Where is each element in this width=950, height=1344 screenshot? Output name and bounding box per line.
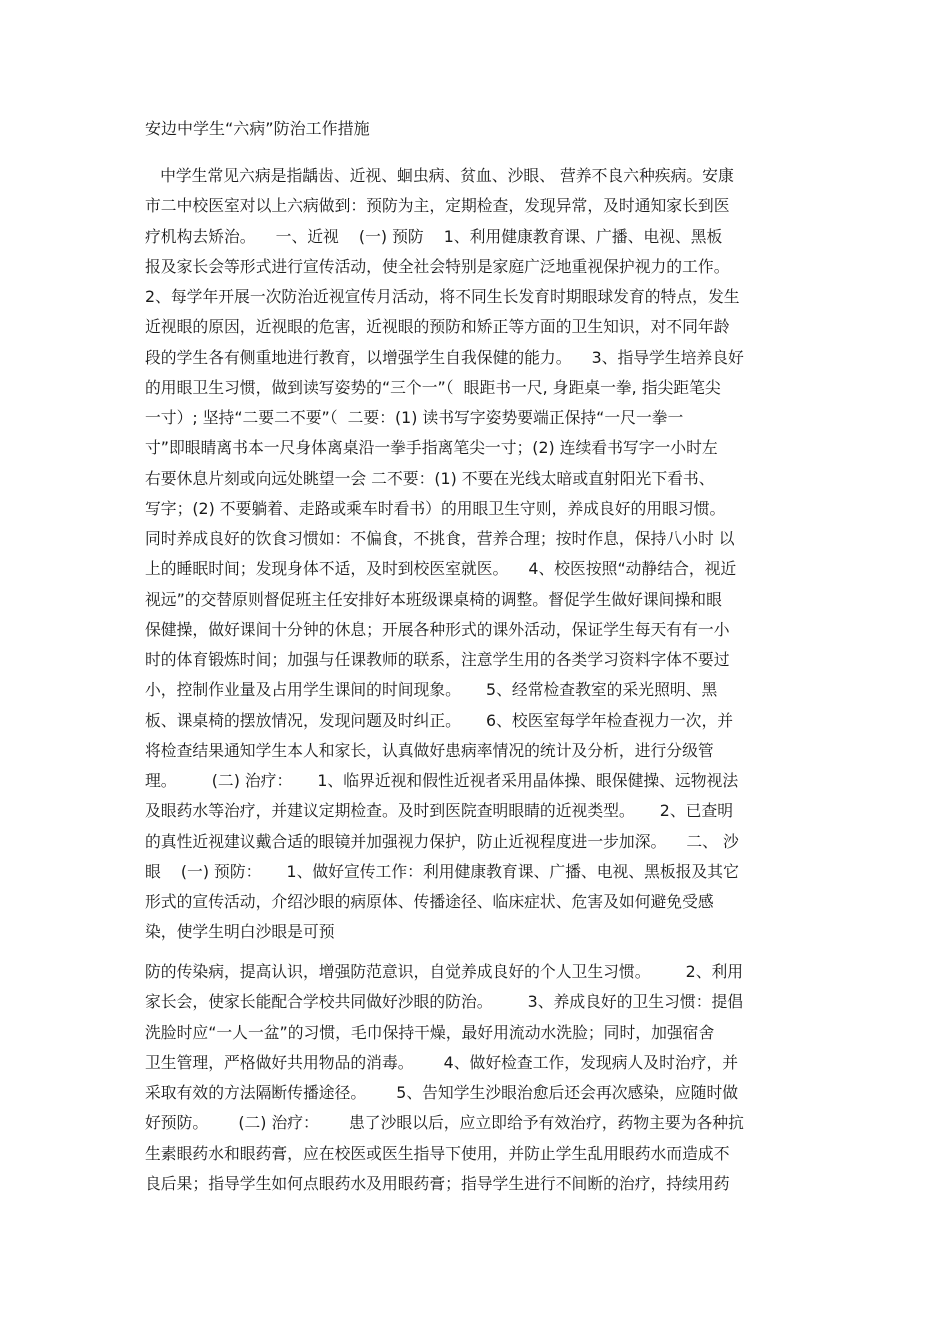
text-line: 同时养成良好的饮食习惯如：不偏食，不挑食，营养合理；按时作息，保持八小时 以 <box>145 529 735 548</box>
text-line: 眼 (一) 预防： 1、做好宣传工作：利用健康教育课、广播、电视、黑板报及其它 <box>145 861 739 881</box>
text-line: 的用眼卫生习惯，做到读写姿势的“三个一”（ 眼距书一尺, 身距桌一拳, 指尖距笔尖 <box>145 377 721 397</box>
text-line: 将检查结果通知学生本人和家长，认真做好患病率情况的统计及分析，进行分级管 <box>145 740 714 760</box>
body-paragraph-1 <box>145 161 744 948</box>
text-line: 寸”即眼睛离书本一尺身体离桌沿一拳手指离笔尖一寸；(2) 连续看书写字一小时左 <box>145 438 718 458</box>
text-line: 的真性近视建议戴合适的眼镜并加强视力保护，防止近视程度进一步加深。 二、 沙 <box>145 831 739 851</box>
text-line: 上的睡眠时间；发现身体不适，及时到校医室就医。 4、校医按照“动静结合，视近 <box>145 559 737 579</box>
text-line: 市二中校医室对以上六病做到：预防为主，定期检查，发现异常，及时通知家长到医 <box>145 196 730 216</box>
text-line: 染，使学生明白沙眼是可预 <box>145 922 335 942</box>
text-line: 报及家长会等形式进行宣传活动，使全社会特别是家庭广泛地重视保护视力的工作。 <box>145 256 730 276</box>
text-line: 洗脸时应“一人一盆”的习惯，毛巾保持干燥，最好用流动水洗脸；同时，加强宿舍 <box>145 1022 715 1042</box>
text-line: 中学生常见六病是指龋齿、近视、蛔虫病、贫血、沙眼、 营养不良六种疾病。安康 <box>145 166 734 185</box>
text-line: 好预防。 (二) 治疗： 患了沙眼以后，应立即给予有效治疗，药物主要为各种抗 <box>145 1113 744 1133</box>
text-line: 视远”的交替原则督促班主任安排好本班级课桌椅的调整。督促学生做好课间操和眼 <box>145 589 722 609</box>
text-line: 板、课桌椅的摆放情况，发现问题及时纠正。 6、校医室每学年检查视力一次，并 <box>145 710 734 730</box>
text-line: 近视眼的原因，近视眼的危害，近视眼的预防和矫正等方面的卫生知识，对不同年龄 <box>145 317 730 337</box>
text-line: 家长会，使家长能配合学校共同做好沙眼的防治。 3、养成良好的卫生习惯：提倡 <box>145 992 744 1012</box>
text-line: 时的体育锻炼时间；加强与任课教师的联系，注意学生用的各类学习资料字体不要过 <box>145 650 730 669</box>
text-line: 及眼药水等治疗，并建议定期检查。及时到医院查明眼睛的近视类型。 2、已查明 <box>145 801 734 821</box>
text-line: 采取有效的方法隔断传播途径。 5、告知学生沙眼治愈后还会再次感染，应随时做 <box>145 1083 739 1102</box>
text-line: 理。 (二) 治疗： 1、临界近视和假性近视者采用晶体操、眼保健操、远物视法 <box>145 771 739 790</box>
text-line: 防的传染病，提高认识，增强防范意识，自觉养成良好的个人卫生习惯。 2、利用 <box>145 962 744 981</box>
text-line: 形式的宣传活动，介绍沙眼的病原体、传播途径、临床症状、危害及如何避免受感 <box>145 892 714 911</box>
text-line: 一寸）; 坚持“二要二不要”（ 二要：(1) 读书写字姿势要端正保持“一尺一拳一 <box>145 408 684 427</box>
text-line: 2、每学年开展一次防治近视宣传月活动，将不同生长发育时期眼球发育的特点，发生 <box>145 287 740 306</box>
document-title: 安边中学生“六病”防治工作措施 <box>145 119 370 138</box>
text-line: 段的学生各有侧重地进行教育，以增强学生自我保健的能力。 3、指导学生培养良好 <box>145 347 744 367</box>
text-line: 保健操，做好课间十分钟的休息；开展各种形式的课外活动，保证学生每天有有一小 <box>145 619 730 639</box>
text-line: 良后果；指导学生如何点眼药水及用眼药膏；指导学生进行不间断的治疗，持续用药 <box>145 1173 730 1193</box>
text-line: 写字；(2) 不要躺着、走路或乘车时看书）的用眼卫生守则，养成良好的用眼习惯。 <box>145 498 726 518</box>
text-line: 卫生管理，严格做好共用物品的消毒。 4、做好检查工作，发现病人及时治疗，并 <box>145 1052 739 1072</box>
text-line: 小，控制作业量及占用学生课间的时间现象。 5、经常检查教室的采光照明、黑 <box>145 680 718 700</box>
text-line: 疗机构去矫治。 一、近视 (一) 预防 1、利用健康教育课、广播、电视、黑板 <box>145 226 723 246</box>
text-line: 右要休息片刻或向远处眺望一会 二不要：(1) 不要在光线太暗或直射阳光下看书、 <box>145 468 715 488</box>
body-paragraph-2 <box>145 957 744 1199</box>
text-line: 生素眼药水和眼药膏，应在校医或医生指导下使用，并防止学生乱用眼药水而造成不 <box>145 1143 730 1163</box>
